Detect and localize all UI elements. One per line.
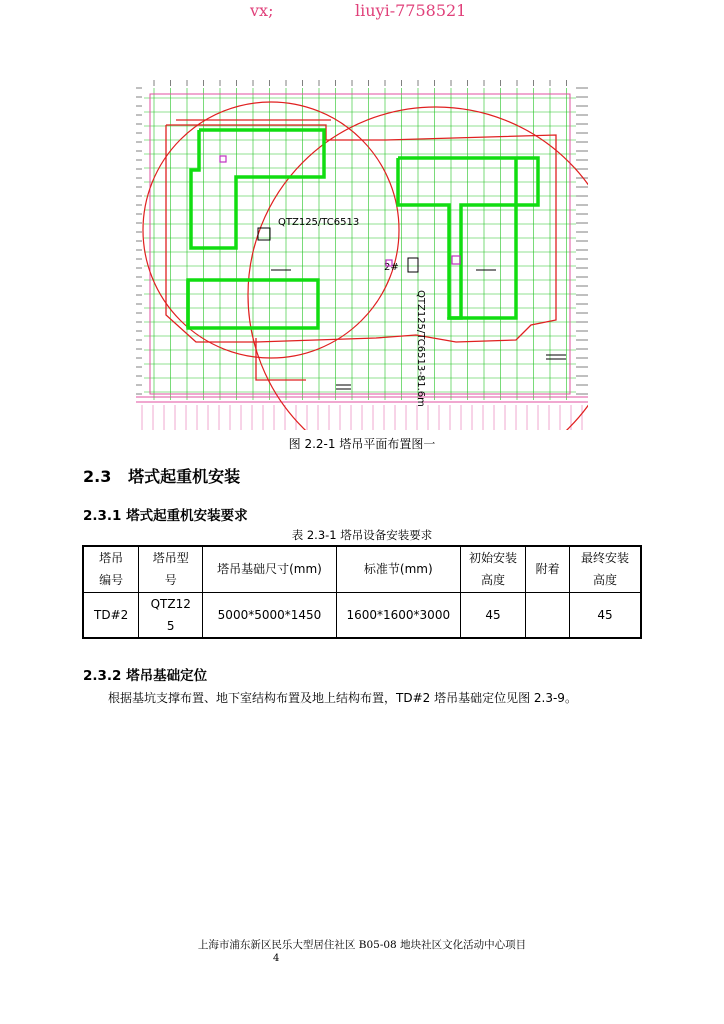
- table-caption: 表 2.3-1 塔吊设备安装要求: [291, 528, 433, 542]
- header-cell: [203, 546, 337, 592]
- subsection2-title: 塔吊基础定位: [126, 668, 208, 684]
- table-row: [83, 592, 641, 638]
- watermark-right: liuyi-7758521: [355, 1, 467, 20]
- data-cell: [460, 592, 526, 638]
- watermark: [0, 0, 724, 22]
- crane-install-table: [82, 545, 642, 639]
- header-cell-text: 编号: [99, 573, 124, 588]
- data-cell-text: 45: [485, 607, 501, 622]
- section-number: 2.3: [83, 467, 112, 486]
- crane1-marker: [258, 217, 359, 240]
- header-cell: [460, 546, 526, 592]
- header-cell-text: 塔吊基础尺寸(mm): [217, 562, 322, 577]
- crane2-label: QTZ125/TC6513-81.6m: [415, 290, 426, 407]
- grid-lines: [136, 80, 588, 430]
- data-cell: [336, 592, 460, 638]
- data-cell-text: 5000*5000*1450: [217, 607, 322, 622]
- data-cell: [526, 592, 570, 638]
- header-cell-text: 最终安装: [580, 551, 629, 566]
- header-cell-text: 塔吊型: [152, 551, 189, 566]
- header-cell-text: 号: [164, 573, 177, 588]
- data-cell: [203, 592, 337, 638]
- data-cell: [139, 592, 203, 638]
- header-cell: [569, 546, 641, 592]
- section-heading: [83, 464, 240, 487]
- header-cell-text: 高度: [480, 573, 505, 588]
- header-cell-text: 附着: [535, 562, 560, 577]
- data-cell-text: TD#2: [94, 607, 129, 622]
- structure-outlines: [188, 130, 538, 328]
- header-cell: [336, 546, 460, 592]
- data-cell-text: 1600*1600*3000: [346, 607, 451, 622]
- figure-caption: 图 2.2-1 塔吊平面布置图一: [288, 437, 436, 451]
- header-cell-text: 塔吊: [99, 551, 124, 566]
- data-cell: [569, 592, 641, 638]
- subsection1-number: 2.3.1: [83, 508, 122, 524]
- data-cell-text: 5: [166, 618, 175, 633]
- header-cell: [526, 546, 570, 592]
- header-cell: [139, 546, 203, 592]
- subsection2-heading: [83, 664, 207, 684]
- table-header-row: [83, 546, 641, 592]
- header-cell-text: 高度: [592, 573, 617, 588]
- section-title: 塔式起重机安装: [128, 467, 241, 486]
- crane2-tag: 2#: [384, 262, 399, 273]
- watermark-left: vx;: [250, 1, 274, 20]
- markers: [220, 156, 460, 266]
- subsection2-number: 2.3.2: [83, 668, 122, 684]
- header-cell-text: 标准节(mm): [363, 562, 433, 577]
- crane1-label: QTZ125/TC6513: [278, 217, 360, 228]
- page-number: 4: [273, 953, 280, 964]
- subsection1-heading: [83, 504, 248, 524]
- cad-plan: [136, 80, 588, 430]
- body-paragraph: 根据基坑支撑布置、地下室结构布置及地上结构布置，TD#2 塔吊基础定位见图 2.3-9。: [108, 691, 577, 705]
- subsection1-title: 塔式起重机安装要求: [126, 508, 248, 524]
- data-cell-text: 45: [597, 607, 613, 622]
- header-cell-text: 初始安装: [468, 551, 517, 566]
- footer-project: 上海市浦东新区民乐大型居住社区 B05-08 地块社区文化活动中心项目: [197, 939, 527, 951]
- header-cell: [83, 546, 139, 592]
- data-cell-text: QTZ12: [150, 596, 191, 611]
- data-cell: [83, 592, 139, 638]
- crane-layout-drawing: [136, 80, 588, 430]
- crane2-marker: [384, 258, 426, 407]
